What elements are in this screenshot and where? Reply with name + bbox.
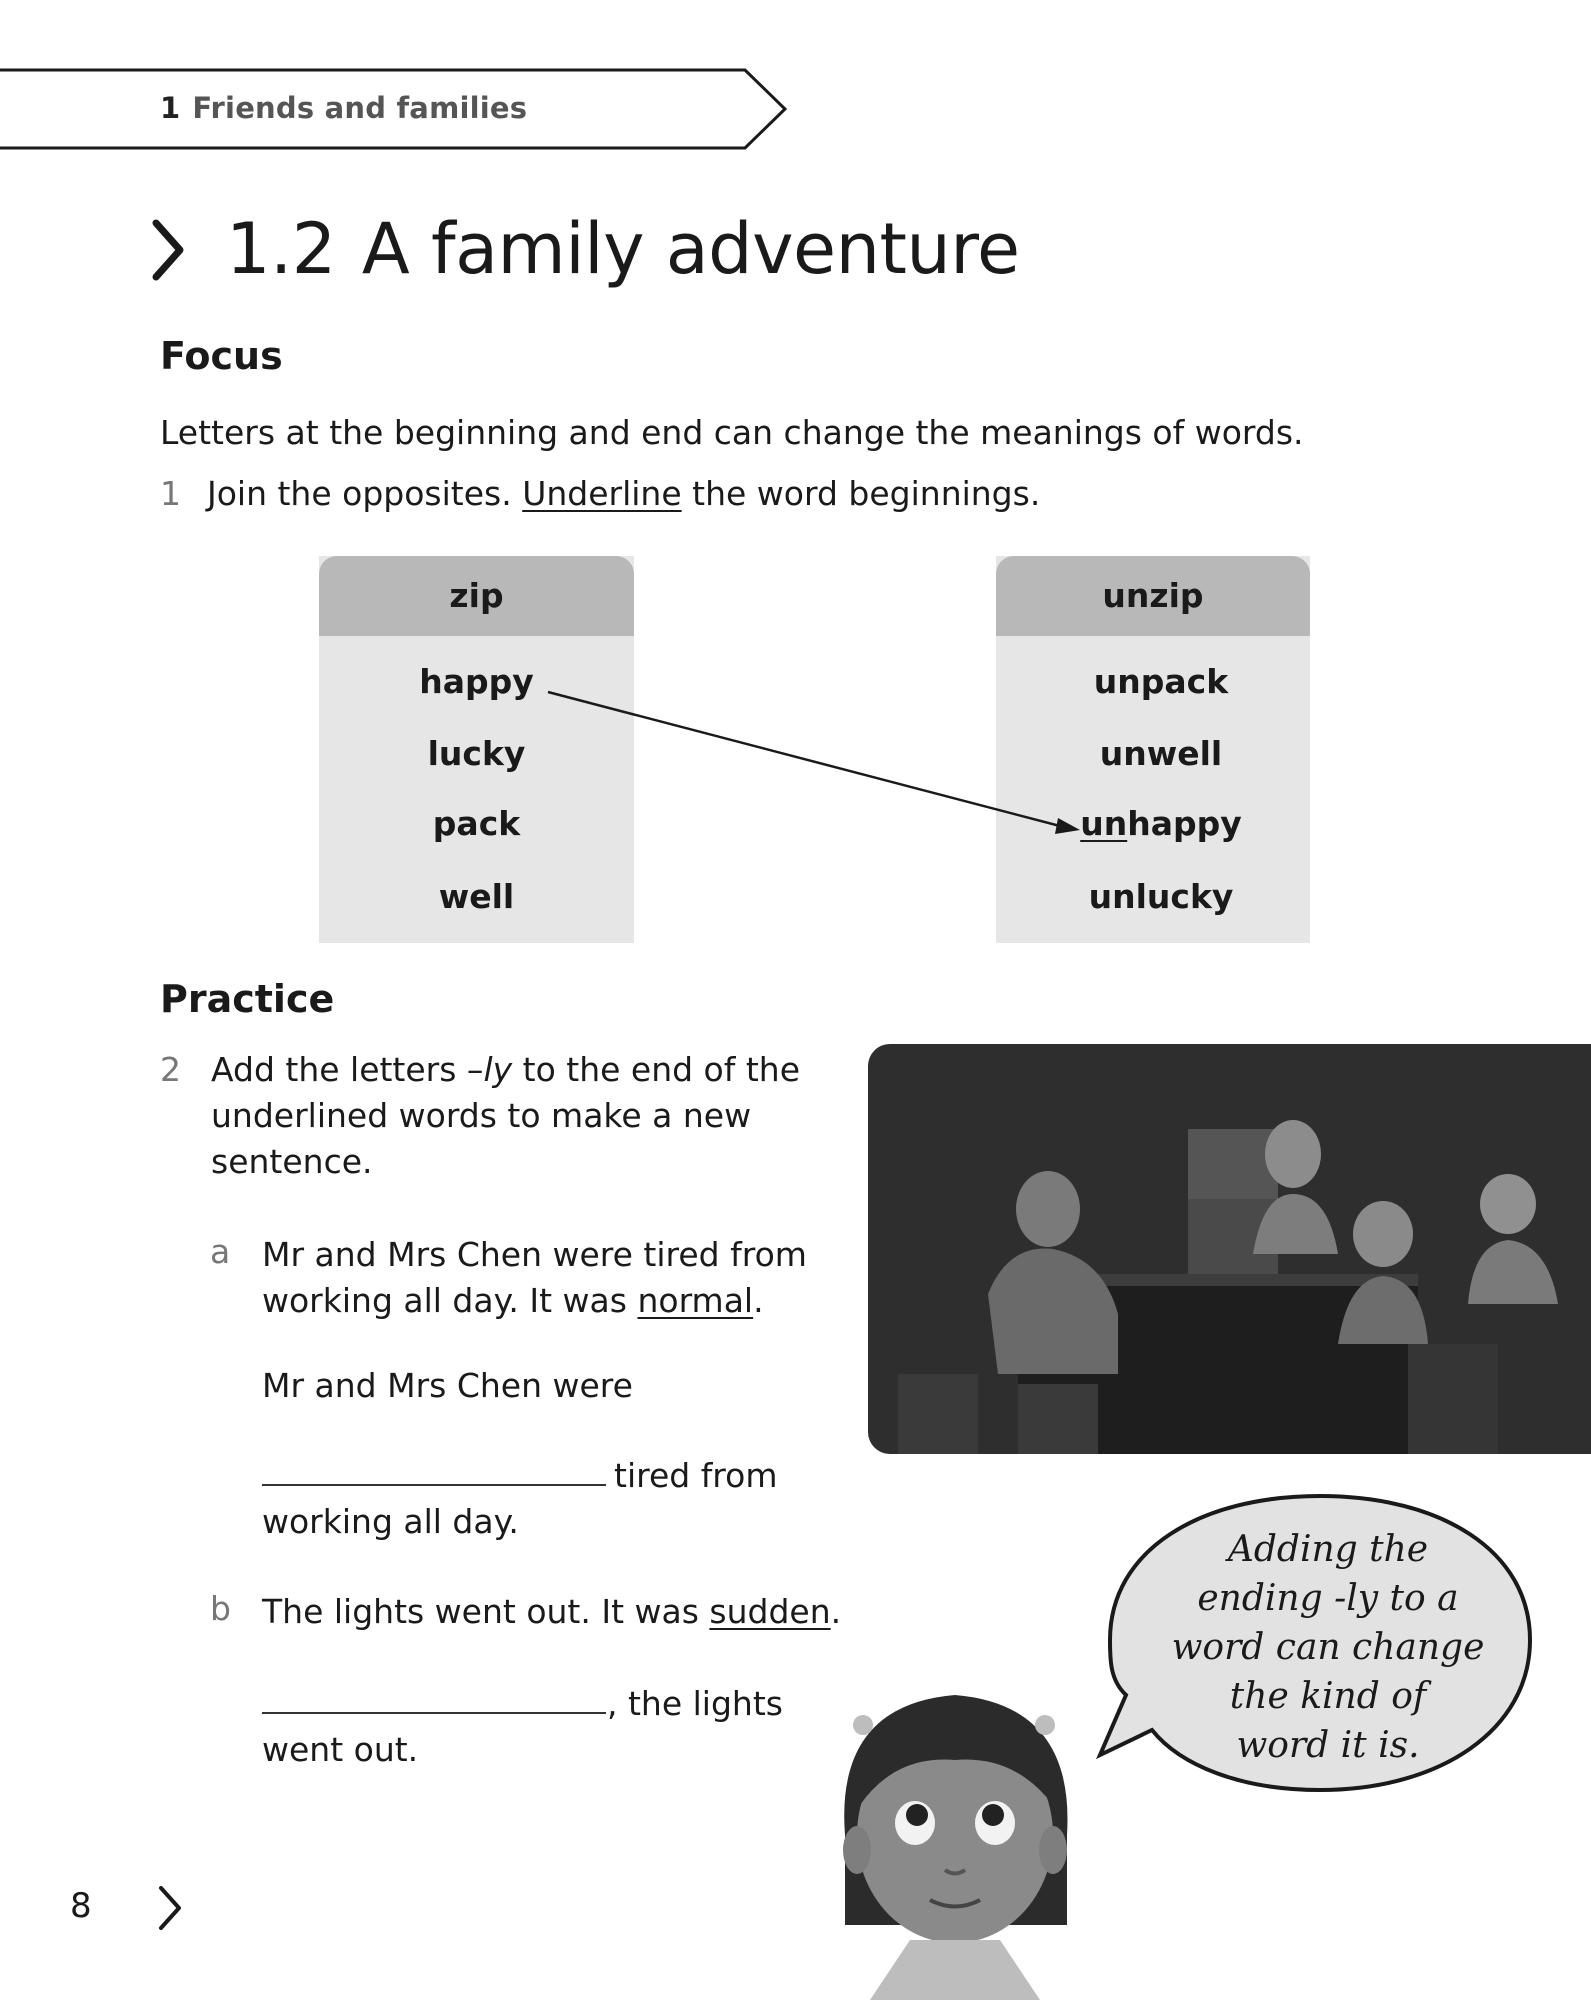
part-a-answer-blank[interactable] [262,1484,606,1486]
question-1-underlined: Underline [522,474,682,513]
bubble-line-1: Adding the [1227,1529,1429,1570]
part-b-letter: b [210,1589,231,1628]
root-word-pack[interactable]: pack [432,804,521,843]
part-a-sentence [262,1232,842,1324]
bubble-line-5: word it is. [1236,1725,1420,1766]
practice-heading: Practice [160,977,335,1021]
question-2-italic: ly [483,1050,513,1089]
page-title [226,208,1020,290]
part-b-text-before: The lights went out. It was [262,1592,710,1631]
example-word-rest: happy [1127,804,1242,843]
part-a-text-after: . [753,1281,764,1320]
question-1-text-after: the word beginnings. [692,474,1041,513]
opposite-words-table [996,556,1310,943]
speech-bubble-text [1163,1525,1493,1770]
root-word-well[interactable]: well [438,877,515,916]
bubble-line-4: the kind of [1229,1676,1427,1717]
part-b-answer-blank[interactable] [262,1712,606,1714]
bubble-line-2: ending -ly to a [1197,1578,1459,1619]
part-a-after-blank: tired from [614,1456,778,1495]
part-a-letter: a [210,1232,231,1271]
question-2-text-before: Add the letters – [211,1050,484,1089]
part-a-text-before: Mr and Mrs Chen were tired from working all day. It was [262,1235,807,1320]
opposite-words-header: unzip [996,556,1310,636]
opposite-word-unlucky[interactable]: unlucky [1088,877,1234,916]
chevron-right-icon [155,1883,185,1933]
focus-heading: Focus [160,334,283,378]
lesson-number: 1.2 [226,208,336,290]
root-words-table [319,556,634,943]
opposite-word-unhappy[interactable] [1004,804,1318,843]
opposite-word-unpack[interactable]: unpack [1093,662,1229,701]
question-2-text [211,1047,811,1185]
chapter-number: 1 [160,91,181,125]
root-words-header: zip [319,556,634,636]
part-b-underlined: sudden [709,1592,831,1631]
girl-character-illustration [805,1665,1105,2000]
bubble-line-3: word can change [1171,1627,1485,1668]
part-b-text-after: . [830,1592,842,1631]
page-number: 8 [70,1886,92,1926]
focus-intro: Letters at the beginning and end can change the meanings of words. [160,413,1304,452]
example-prefix-underlined: un [1080,804,1128,843]
question-1 [160,474,1040,513]
root-word-lucky[interactable]: lucky [427,734,526,773]
part-b-continuation: went out. [262,1730,419,1769]
lesson-title: A family adventure [361,208,1020,290]
question-1-number: 1 [160,474,181,513]
part-b-after-blank: , the lights [607,1684,783,1723]
chevron-right-icon [150,215,190,285]
chapter-label [160,91,527,125]
family-dark-room-illustration [868,1044,1591,1454]
question-2-text-after: to the end of the underlined words to make a new sentence. [211,1050,801,1181]
question-2-number: 2 [160,1050,181,1089]
chapter-title: Friends and families [192,91,528,125]
question-1-text-before: Join the opposites. [207,474,512,513]
root-word-happy[interactable]: happy [419,662,534,701]
part-b-sentence [262,1589,862,1635]
part-a-underlined: normal [637,1281,754,1320]
part-a-stem: Mr and Mrs Chen were [262,1366,633,1405]
opposite-word-unwell[interactable]: unwell [1099,734,1223,773]
part-a-continuation: working all day. [262,1502,519,1541]
